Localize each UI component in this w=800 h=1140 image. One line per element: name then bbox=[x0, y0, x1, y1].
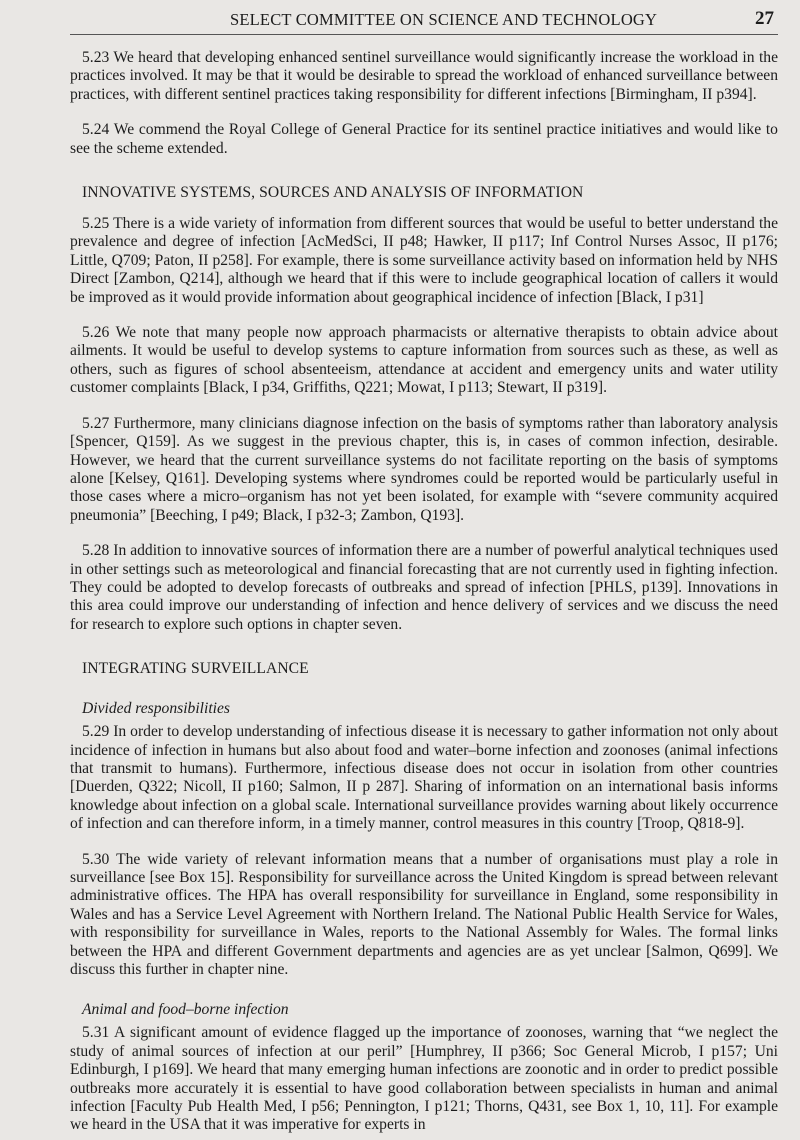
paragraph-5-23 bbox=[70, 49, 778, 104]
paragraph-5-26 bbox=[70, 324, 778, 398]
body-text bbox=[70, 49, 778, 1135]
paragraph-5-29 bbox=[70, 723, 778, 833]
paragraph-text: In order to develop understanding of infectious disease it is necessary to gather information not only about incidence of infection in humans but also about food and water–borne infection and zoonoses (animal infections that transmit to humans). Furthermore, infectious disease does not occur in isolation from other countries [Duerden, Q322; Nicoll, II p160; Salmon, II p 287]. Sharing of information on an international basis informs knowledge about infection on a global scale. International surveillance provides warning about likely occurrence of infection and can therefore inform, in a timely manner, control measures in this country [Troop, Q818-9]. bbox=[70, 723, 779, 833]
paragraph-number: 5.31 bbox=[82, 1024, 110, 1042]
paragraph-number: 5.29 bbox=[82, 723, 110, 741]
paragraph-number: 5.28 bbox=[82, 542, 110, 560]
subheading-animal-food-borne: Animal and food–borne infection bbox=[82, 1001, 289, 1019]
paragraph-text: The wide variety of relevant information means that a number of organisations must play a role in surveillance [see Box 15]. Responsibility for surveillance across the United Kingdom is spread between relevant administrative offices. The HPA has overall responsibility for surveillance in England, some responsibility in Wales and has a Service Level Agreement with Northern Ireland. The National Public Health Service for Wales, with responsibility for surveillance in Wales, reports to the National Assembly for Wales. The formal links between the HPA and different Government departments and agencies are as yet unclear [Salmon, Q699]. We discuss this further in chapter nine. bbox=[70, 850, 778, 979]
paragraph-number: 5.26 bbox=[82, 324, 110, 342]
paragraph-5-27 bbox=[70, 415, 778, 525]
subheading-divided-responsibilities: Divided responsibilities bbox=[82, 700, 230, 718]
paragraph-number: 5.30 bbox=[82, 850, 110, 868]
paragraph-text: We commend the Royal College of General Practice for its sentinel practice initiatives and would like to see the scheme extended. bbox=[70, 121, 778, 157]
paragraph-5-30 bbox=[70, 851, 778, 980]
paragraph-text: There is a wide variety of information from different sources that would be useful to better understand the prevalence and degree of infection [AcMedSci, II p48; Hawker, II p117; Inf Control Nurses Assoc, II p176; Little, Q709; Paton, II p258]. For example, there is some surveillance activity based on information held by NHS Direct [Zambon, Q214], although we heard that if this were to include geographical location of callers it would be improved as it would provide information about geographical incidence of infection [Black, I p31] bbox=[70, 215, 779, 306]
paragraph-text: In addition to innovative sources of information there are a number of powerful analytical techniques used in other settings such as meteorological and financial forecasting that are not currently used in fighting infection. They could be adopted to develop forecasts of outbreaks and spread of infection [PHLS, p139]. Innovations in this area could improve our understanding of infection and hence delivery of services and we discuss the need for research to explore such options in chapter seven. bbox=[70, 542, 778, 633]
section-heading-innovative-systems: INNOVATIVE SYSTEMS, SOURCES AND ANALYSIS OF INFORMATION bbox=[82, 184, 584, 202]
page-number: 27 bbox=[755, 8, 774, 29]
paragraph-5-28 bbox=[70, 542, 778, 634]
running-header bbox=[70, 8, 778, 35]
paragraph-number: 5.23 bbox=[82, 49, 110, 66]
paragraph-number: 5.24 bbox=[82, 121, 110, 139]
paragraph-text: We heard that developing enhanced sentinel surveillance would significantly increase the workload in the practices involved. It may be that it would be desirable to spread the workload of enhanced surveillance between practices, with different sentinel practices taking responsibility for different infections [Birmingham, II p394]. bbox=[70, 49, 778, 103]
paragraph-5-31 bbox=[70, 1024, 778, 1134]
running-header-title: SELECT COMMITTEE ON SCIENCE AND TECHNOLOGY bbox=[230, 10, 658, 29]
paragraph-number: 5.27 bbox=[82, 414, 110, 432]
paragraph-5-24 bbox=[70, 121, 778, 158]
paragraph-5-25 bbox=[70, 215, 778, 307]
paragraph-text: A significant amount of evidence flagged up the importance of zoonoses, warning that “we neglect the study of animal sources of infection at our peril” [Humphrey, II p366; Soc General Microb, I p157; Uni Edinburgh, I p169]. We heard that many emerging human infections are zoonotic and in order to predict possible outbreaks more accurately it is essential to have good collaboration between specialists in human and animal infection [Faculty Pub Health Med, I p56; Pennington, I p121; Thorns, Q431, see Box 1, 10, 11]. For example we heard in the USA that it was imperative for experts in bbox=[70, 1024, 778, 1134]
section-heading-integrating-surveillance: INTEGRATING SURVEILLANCE bbox=[82, 660, 309, 678]
paragraph-number: 5.25 bbox=[82, 215, 110, 233]
paragraph-text: Furthermore, many clinicians diagnose infection on the basis of symptoms rather than laboratory analysis [Spencer, Q159]. As we suggest in the previous chapter, this is, in cases of common infection, desirable. However, we heard that the current surveillance systems do not facilitate reporting on the basis of symptoms alone [Kelsey, Q161]. Developing systems where syndromes could be reported would be particularly useful in those cases where a micro–organism has not yet been isolated, for example with “severe community acquired pneumonia” [Beeching, I p49; Black, I p32-3; Zambon, Q193]. bbox=[70, 414, 778, 524]
paragraph-text: We note that many people now approach pharmacists or alternative therapists to obtain advice about ailments. It would be useful to develop systems to capture information from sources such as these, as well as others, such as figures of school absenteeism, attendance at accident and emergency units and water utility customer complaints [Black, I p34, Griffiths, Q221; Mowat, I p113; Stewart, II p319]. bbox=[70, 324, 778, 397]
